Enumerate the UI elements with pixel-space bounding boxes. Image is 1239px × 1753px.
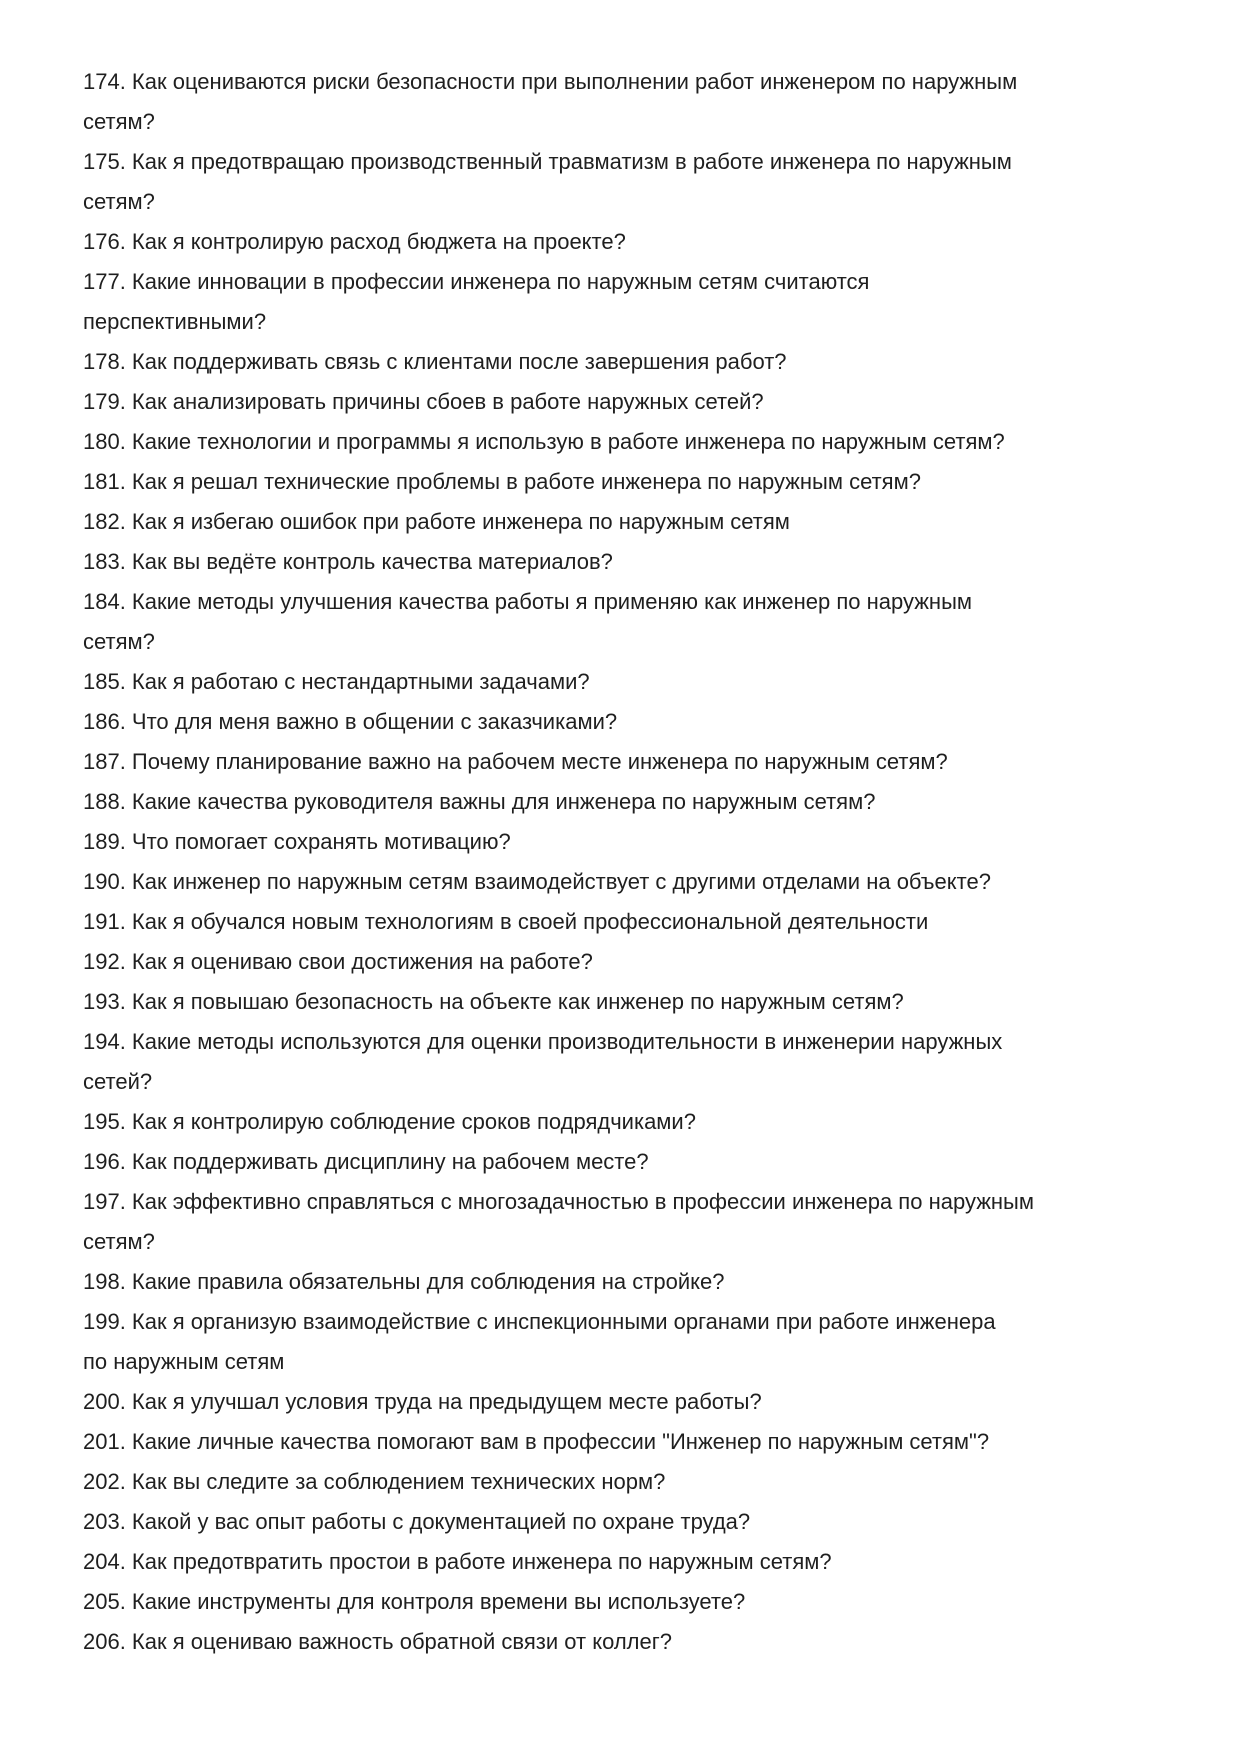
list-item: [83, 742, 1193, 782]
question-text-line: 175. Как я предотвращаю производственный травматизм в работе инженера по наружным: [83, 149, 1012, 174]
question-text-line: 187. Почему планирование важно на рабочем месте инженера по наружным сетям?: [83, 749, 948, 774]
list-item: [83, 702, 1193, 742]
list-item: [83, 1302, 1193, 1382]
question-text-line: 174. Как оцениваются риски безопасности при выполнении работ инженером по наружным: [83, 69, 1018, 94]
list-item: [83, 342, 1193, 382]
list-item: [83, 262, 1193, 342]
list-item: [83, 582, 1193, 662]
question-text-line: 206. Как я оцениваю важность обратной связи от коллег?: [83, 1629, 672, 1654]
question-text-line: сетей?: [83, 1069, 153, 1094]
question-text-line: 200. Как я улучшал условия труда на предыдущем месте работы?: [83, 1389, 762, 1414]
question-text-line: 197. Как эффективно справляться с многозадачностью в профессии инженера по наружным: [83, 1189, 1034, 1214]
question-text-line: сетям?: [83, 1229, 155, 1254]
question-text-line: 190. Как инженер по наружным сетям взаимодействует с другими отделами на объекте?: [83, 869, 991, 894]
question-text-line: 193. Как я повышаю безопасность на объекте как инженер по наружным сетям?: [83, 989, 904, 1014]
question-text-line: 184. Какие методы улучшения качества работы я применяю как инженер по наружным: [83, 589, 973, 614]
list-item: [83, 1462, 1193, 1502]
list-item: [83, 1582, 1193, 1622]
list-item: [83, 1422, 1193, 1462]
question-text-line: 188. Какие качества руководителя важны для инженера по наружным сетям?: [83, 789, 876, 814]
list-item: [83, 1382, 1193, 1422]
question-text-line: 182. Как я избегаю ошибок при работе инженера по наружным сетям: [83, 509, 790, 534]
list-item: [83, 142, 1193, 222]
question-text-line: 176. Как я контролирую расход бюджета на проекте?: [83, 229, 626, 254]
question-text-line: 191. Как я обучался новым технологиям в своей профессиональной деятельности: [83, 909, 929, 934]
list-item: [83, 942, 1193, 982]
question-text-line: по наружным сетям: [83, 1349, 285, 1374]
question-text-line: 177. Какие инновации в профессии инженера по наружным сетям считаются: [83, 269, 870, 294]
list-item: [83, 1542, 1193, 1582]
question-text-line: 202. Как вы следите за соблюдением технических норм?: [83, 1469, 666, 1494]
question-text-line: 178. Как поддерживать связь с клиентами после завершения работ?: [83, 349, 787, 374]
question-text-line: 189. Что помогает сохранять мотивацию?: [83, 829, 511, 854]
question-text-line: 203. Какой у вас опыт работы с документацией по охране труда?: [83, 1509, 751, 1534]
list-item: [83, 902, 1193, 942]
list-item: [83, 542, 1193, 582]
question-text-line: 204. Как предотвратить простои в работе инженера по наружным сетям?: [83, 1549, 832, 1574]
question-text-line: 185. Как я работаю с нестандартными задачами?: [83, 669, 590, 694]
list-item: [83, 382, 1193, 422]
list-item: [83, 822, 1193, 862]
question-text-line: 205. Какие инструменты для контроля времени вы используете?: [83, 1589, 746, 1614]
question-text-line: 181. Как я решал технические проблемы в работе инженера по наружным сетям?: [83, 469, 921, 494]
question-text-line: 179. Как анализировать причины сбоев в работе наружных сетей?: [83, 389, 764, 414]
question-text-line: 194. Какие методы используются для оценки производительности в инженерии наружных: [83, 1029, 1003, 1054]
question-list: [83, 62, 1193, 1662]
question-text-line: 192. Как я оцениваю свои достижения на работе?: [83, 949, 593, 974]
question-text-line: 201. Какие личные качества помогают вам в профессии "Инженер по наружным сетям"?: [83, 1429, 990, 1454]
list-item: [83, 1142, 1193, 1182]
list-item: [83, 422, 1193, 462]
list-item: [83, 662, 1193, 702]
question-text-line: 180. Какие технологии и программы я использую в работе инженера по наружным сетям?: [83, 429, 1005, 454]
question-text-line: сетям?: [83, 189, 155, 214]
list-item: [83, 862, 1193, 902]
question-text-line: 196. Как поддерживать дисциплину на рабочем месте?: [83, 1149, 649, 1174]
list-item: [83, 1182, 1193, 1262]
question-text-line: 195. Как я контролирую соблюдение сроков подрядчиками?: [83, 1109, 696, 1134]
list-item: [83, 462, 1193, 502]
list-item: [83, 782, 1193, 822]
list-item: [83, 1262, 1193, 1302]
question-text-line: сетям?: [83, 109, 155, 134]
question-text-line: сетям?: [83, 629, 155, 654]
list-item: [83, 1502, 1193, 1542]
list-item: [83, 1102, 1193, 1142]
list-item: [83, 1622, 1193, 1662]
question-text-line: 199. Как я организую взаимодействие с инспекционными органами при работе инженера: [83, 1309, 996, 1334]
list-item: [83, 222, 1193, 262]
list-item: [83, 1022, 1193, 1102]
question-text-line: перспективными?: [83, 309, 267, 334]
list-item: [83, 502, 1193, 542]
question-text-line: 183. Как вы ведёте контроль качества материалов?: [83, 549, 613, 574]
question-text-line: 198. Какие правила обязательны для соблюдения на стройке?: [83, 1269, 725, 1294]
list-item: [83, 982, 1193, 1022]
question-text-line: 186. Что для меня важно в общении с заказчиками?: [83, 709, 618, 734]
list-item: [83, 62, 1193, 142]
